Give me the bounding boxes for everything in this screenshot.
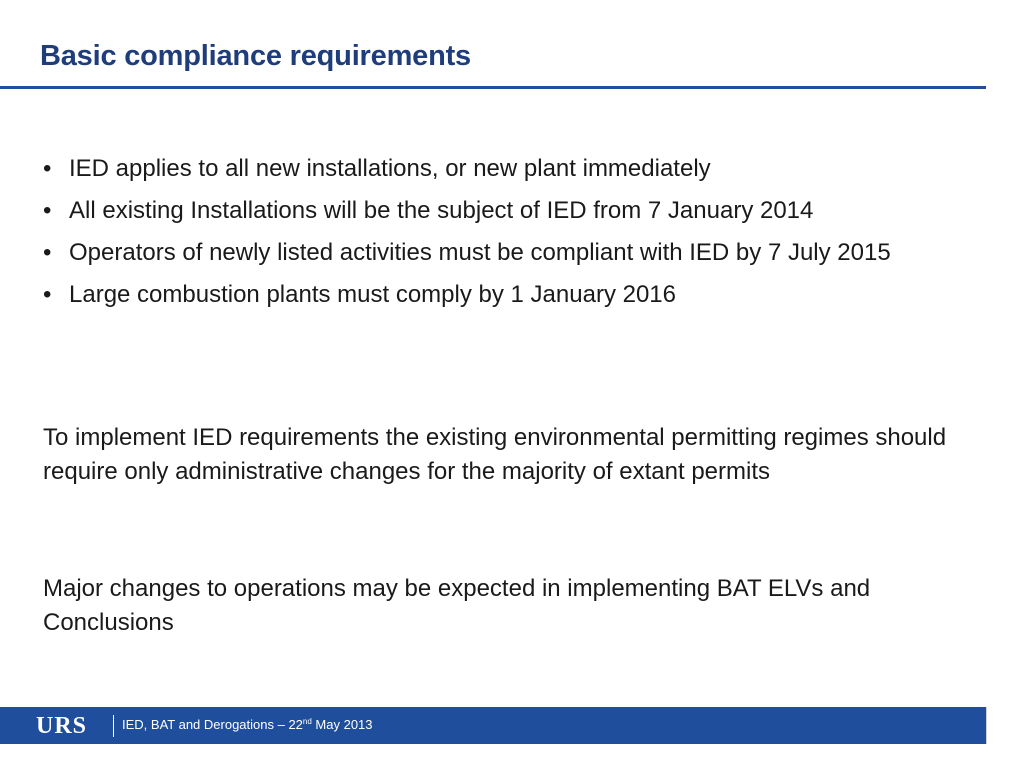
body-paragraph: To implement IED requirements the existing environmental permitting regimes should require only administrative changes for the majority of extant permits [43, 424, 947, 485]
bullet-text: Operators of newly listed activities must be compliant with IED by 7 July 2015 [69, 239, 891, 266]
bullet-item [43, 278, 993, 311]
bullet-icon: • [43, 197, 52, 224]
footer-edge [986, 707, 987, 744]
bullet-icon: • [43, 281, 52, 308]
urs-logo: URS [36, 713, 88, 739]
bullet-list [43, 152, 993, 320]
bullet-item [43, 152, 993, 185]
bullet-text: All existing Installations will be the subject of IED from 7 January 2014 [69, 197, 814, 224]
body-paragraph: Major changes to operations may be expected in implementing BAT ELVs and Conclusions [43, 575, 871, 636]
footer-bar [0, 707, 986, 744]
bullet-icon: • [43, 239, 52, 266]
title-underline [0, 86, 986, 89]
bullet-icon: • [43, 155, 52, 182]
footer-caption-date: May 2013 [311, 717, 373, 732]
bullet-item [43, 236, 993, 269]
footer-caption-superscript: nd [302, 717, 312, 726]
bullet-text: IED applies to all new installations, or new plant immediately [69, 155, 711, 182]
bullet-text: Large combustion plants must comply by 1 January 2016 [69, 281, 676, 308]
footer-caption [122, 717, 373, 732]
footer-divider [113, 715, 114, 737]
footer-caption-main: IED, BAT and Derogations – 22 [122, 717, 303, 732]
slide-title: Basic compliance requirements [40, 40, 471, 72]
bullet-item [43, 194, 993, 227]
